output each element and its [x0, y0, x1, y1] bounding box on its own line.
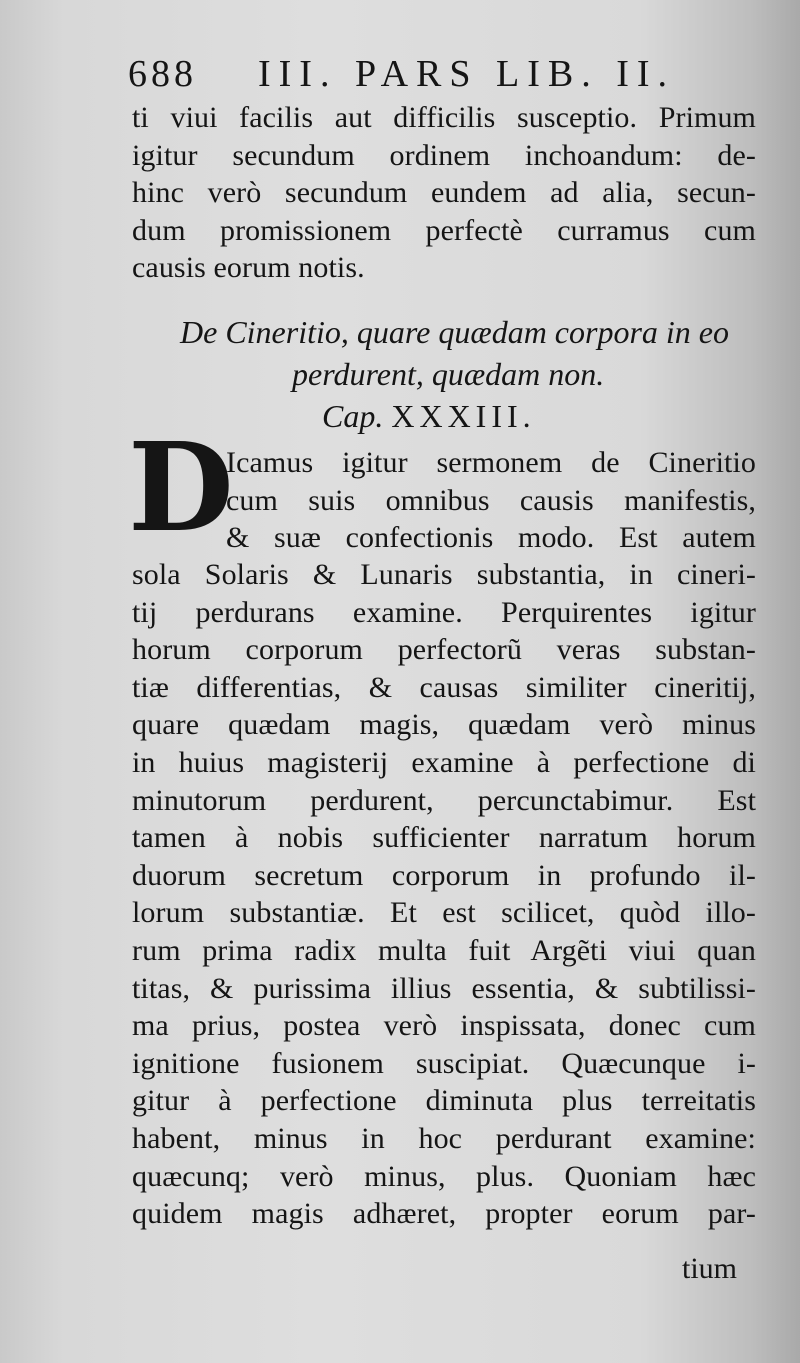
text-line: gitur à perfectione diminuta plus terreitatis [132, 1084, 756, 1118]
text-line: cum suis omnibus causis manifestis, [226, 483, 756, 517]
page-header [128, 52, 708, 98]
text-line: hinc verò secundum eundem ad alia, secun- [132, 176, 756, 210]
indented-lines [226, 444, 756, 557]
text-line: ti viui facilis aut difficilis susceptio. Primum [132, 101, 756, 134]
chapter-cap-number: XXXIII. [391, 398, 536, 434]
text-line: igitur secundum ordinem inchoandum: de- [132, 138, 756, 172]
chapter-cap-label: Cap. [322, 398, 384, 434]
drop-cap: D [128, 415, 234, 559]
text-line: in huius magisterij examine à perfectione di [132, 745, 756, 779]
text-line: Icamus igitur sermonem de Cineritio [226, 446, 756, 479]
text-line: rum prima radix multa fuit Argẽti viui quan [132, 933, 756, 967]
text-line: tiæ differentias, & causas similiter cineritij, [132, 670, 756, 704]
text-line: dum promissionem perfectè curramus cum [132, 213, 756, 247]
text-line: quare quædam magis, quædam verò minus [132, 708, 756, 742]
text-line: causis eorum notis. [132, 251, 365, 285]
text-line: horum corporum perfectorũ veras substan- [132, 633, 756, 667]
text-line: quidem magis adhæret, propter eorum par- [132, 1197, 756, 1231]
text-line: tij perdurans examine. Perquirentes igitur [132, 595, 756, 629]
text-line: duorum secretum corporum in profundo il- [132, 858, 756, 892]
text-line: ma prius, postea verò inspissata, donec cum [132, 1009, 756, 1043]
chapter-title-line: De Cineritio, quare quædam corpora in eo [180, 314, 729, 350]
page-number: 688 [128, 53, 197, 95]
text-line: minutorum perdurent, percunctabimur. Est [132, 783, 756, 817]
catchword: tium [682, 1252, 738, 1285]
chapter-number [322, 396, 602, 436]
main-paragraph [132, 556, 756, 1233]
text-line: habent, minus in hoc perdurant examine: [132, 1121, 756, 1155]
text-line: titas, & purissima illius essentia, & subtilissi- [132, 971, 756, 1005]
text-line: sola Solaris & Lunaris substantia, in cineri- [132, 558, 756, 591]
top-paragraph [132, 99, 756, 287]
text-line: lorum substantiæ. Et est scilicet, quòd illo- [132, 896, 756, 930]
text-line: quæcunq; verò minus, plus. Quoniam hæc [132, 1159, 756, 1193]
running-title: III. PARS LIB. II. [258, 53, 676, 95]
text-line: & suæ confectionis modo. Est autem [226, 521, 756, 555]
chapter-title-line: perdurent, quædam non. [292, 356, 605, 392]
text-line: tamen à nobis sufficienter narratum horum [132, 821, 756, 855]
text-line: ignitione fusionem suscipiat. Quæcunque i- [132, 1046, 756, 1080]
